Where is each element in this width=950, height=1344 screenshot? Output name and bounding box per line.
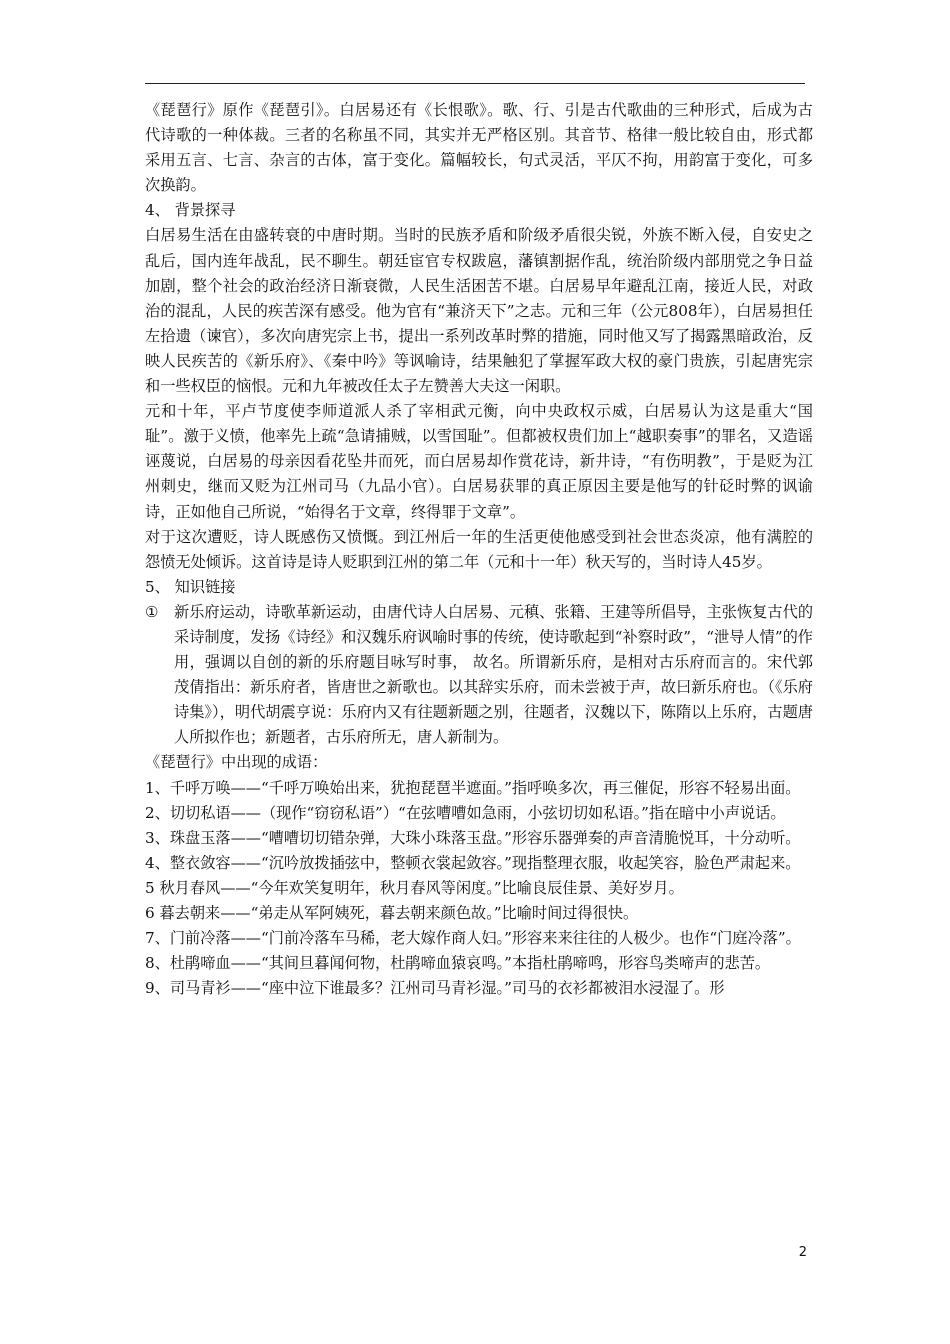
idiom-5: 5 秋月春风——“今年欢笑复明年，秋月春风等闲度。”比喻良辰佳景、美好岁月。 xyxy=(145,878,684,897)
idiom-8: 8、杜鹃啼血——“其间旦暮闻何物，杜鹃啼血猿哀鸣。”本指杜鹃啼鸣，形容鸟类啼声的悲苦。 xyxy=(145,954,771,973)
idiom-1: 1、千呼万唤——“千呼万唤始出来，犹抱琵琶半遮面。”指呼唤多次，再三催促，形容不轻易出面。 xyxy=(145,778,801,797)
circled-number-marker: ① xyxy=(145,602,159,621)
knowledge-item-1 xyxy=(145,600,813,751)
background-paragraph-3: 对于这次遭贬，诗人既感伤又愤慨。到江州后一年的生活更使他感受到社会世态炎凉，他有满腔的怨愤无处倾诉。这首诗是诗人贬职到江州的第二年（元和十一年）秋天写的，当时诗人45岁。 xyxy=(145,527,813,571)
section-heading-background: 4、 背景探寻 xyxy=(145,201,236,220)
header-rule xyxy=(145,83,805,84)
background-paragraph-2: 元和十年，平卢节度使李师道派人杀了宰相武元衡，向中央政权示威，白居易认为这是重大“国耻”。激于义愤，他率先上疏“急请捕贼，以雪国耻”。但都被权贵们加上“越职奏事”的罪名，又造谣诬蔑说，白居易的母亲因看花坠井而死，而白居易却作赏花诗，新井诗，“有伤明教”，于是贬为江州刺史，继而又贬为江州司马（九品小官）。白居易获罪的真正原因主要是他写的针砭时弊的讽谕诗，正如他自己所说，“始得名于文章，终得罪于文章”。 xyxy=(145,402,813,521)
idioms-heading: 《琵琶行》中出现的成语： xyxy=(145,753,328,772)
intro-paragraph: 《琵琶行》原作《琵琶引》。白居易还有《长恨歌》。歌、行、引是古代歌曲的三种形式，后成为古代诗歌的一种体裁。三者的名称虽不同，其实并无严格区别。其音节、格律一般比较自由，形式都采用五言、七言、杂言的古体，富于变化。篇幅较长，句式灵活，平仄不拘，用韵富于变化，可多次换韵。 xyxy=(145,101,813,195)
idiom-3: 3、珠盘玉落——“嘈嘈切切错杂弹，大珠小珠落玉盘。”形容乐器弹奏的声音清脆悦耳，十分动听。 xyxy=(145,828,801,847)
idiom-4: 4、整衣敛容——“沉吟放拨插弦中，整顿衣裳起敛容。”现指整理衣服，收起笑容，脸色严肃起来。 xyxy=(145,853,801,872)
idiom-9: 9、司马青衫——“座中泣下谁最多？江州司马青衫湿。”司马的衣衫都被泪水浸湿了。形 xyxy=(145,979,725,998)
background-paragraph-1: 白居易生活在由盛转衰的中唐时期。当时的民族矛盾和阶级矛盾很尖锐，外族不断入侵，自安史之乱后，国内连年战乱，民不聊生。朝廷宦官专权跋扈，藩镇割据作乱，统治阶级内部朋党之争日益加剧，整个社会的政治经济日渐衰微，人民生活困苦不堪。白居易早年避乱江南，接近人民，对政治的混乱，人民的疾苦深有感受。他为官有“兼济天下”之志。元和三年（公元808年），白居易担任左拾遗（谏官），多次向唐宪宗上书，提出一系列改革时弊的措施，同时他又写了揭露黑暗政治，反映人民疾苦的《新乐府》、《秦中吟》等讽喻诗，结果触犯了掌握军政大权的豪门贵族，引起唐宪宗和一些权臣的恼恨。元和九年被改任太子左赞善大夫这一闲职。 xyxy=(145,226,813,396)
idiom-7: 7、门前冷落——“门前冷落车马稀，老大嫁作商人妇。”形容来来往往的人极少。也作“门庭冷落”。 xyxy=(145,929,801,948)
document-body xyxy=(145,98,813,1001)
page-number: 2 xyxy=(798,1245,807,1260)
idiom-6: 6 暮去朝来——“弟走从军阿姨死，暮去朝来颜色故。”比喻时间过得很快。 xyxy=(145,904,639,922)
idiom-2: 2、切切私语——（现作“窃窃私语”）“在弦嘈嘈如急雨，小弦切切如私语。”指在暗中小声说话。 xyxy=(145,803,786,822)
section-heading-knowledge: 5、 知识链接 xyxy=(145,577,236,596)
knowledge-item-text: 新乐府运动，诗歌革新运动，由唐代诗人白居易、元稹、张籍、王建等所倡导，主张恢复古代的采诗制度，发扬《诗经》和汉魏乐府讽喻时事的传统，使诗歌起到“补察时政”，“泄导人情”的作用，强调以自创的新的乐府题目咏写时事， 故名。所谓新乐府，是相对古乐府而言的。宋代郭茂倩指出：新乐府者，皆唐世之新歌也。以其辞实乐府，而未尝被于声，故曰新乐府也。（《乐府诗集》），明代胡震亨说：乐府内又有往题新题之别，往题者，汉魏以下，陈隋以上乐府，古题唐人所拟作也；新题者，古乐府所无，唐人新制为。 xyxy=(174,602,813,747)
